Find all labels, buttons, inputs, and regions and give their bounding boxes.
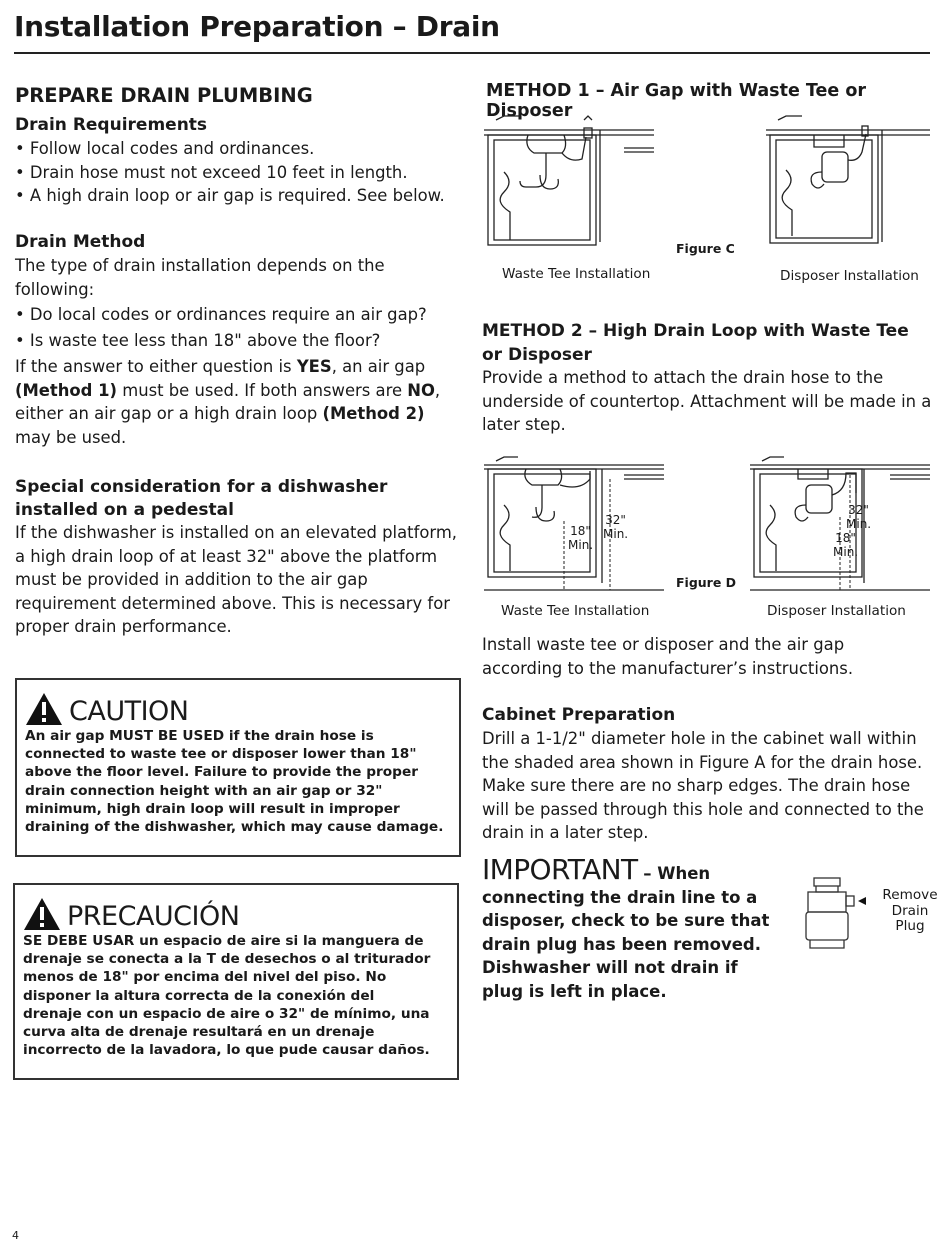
important-title: IMPORTANT (482, 853, 638, 886)
disposer-plug-icon (800, 876, 870, 956)
method-answer: If the answer to either question is YES, an air gap (Method 1) must be used. If both answers are NO, either an air gap or a high drain loop (Method 2) may be used. (15, 357, 441, 447)
warning-icon (25, 692, 63, 726)
method-heading: Drain Method (15, 232, 146, 252)
cabinet-text: Drill a 1-1/2" diameter hole in the cabinet wall within the shaded area shown in Figure A for the drain hose. Make sure there are no sharp edges. The drain hose will be passed through this hole and connected to the drain in a later step. (482, 729, 924, 842)
prepare-heading: PREPARE DRAIN PLUMBING (15, 84, 313, 107)
title-divider (14, 52, 930, 54)
figure-c-label: Figure C (676, 241, 735, 256)
dim-32-right: 32" Min. (846, 503, 872, 531)
warning-icon (23, 897, 61, 931)
list-item: • Do local codes or ordinances require an air gap? (15, 302, 465, 328)
disposer-diagram (766, 112, 930, 252)
precaucion-title: PRECAUCIÓN (67, 901, 240, 932)
list-item: • A high drain loop or air gap is required. See below. (15, 184, 465, 208)
method1-heading: METHOD 1 – Air Gap with Waste Tee or Disposer (486, 81, 867, 121)
requirements-list (15, 137, 465, 208)
important-text: – When connecting the drain line to a disposer, check to be sure that drain plug has been removed. Dishwasher will not drain if plug is left in place. (482, 864, 770, 1001)
list-item: • Is waste tee less than 18" above the floor? (15, 328, 465, 354)
fig-d-left-caption: Waste Tee Installation (501, 603, 650, 619)
method-questions (15, 302, 465, 354)
caution-title: CAUTION (69, 696, 189, 727)
fig-c-right-caption: Disposer Installation (780, 268, 919, 284)
remove-drain-plug-label: Remove Drain Plug (882, 887, 938, 934)
special-text: If the dishwasher is installed on an elevated platform, a high drain loop of at least 32" above the platform must be provided in addition to the air gap requirement determined above. This is necessary for proper drain performance. (15, 523, 457, 636)
list-item: • Follow local codes and ordinances. (15, 137, 465, 161)
page-title: Installation Preparation – Drain (14, 10, 500, 43)
dim-32-left: 32" Min. (603, 513, 629, 541)
page-number: 4 (12, 1229, 19, 1242)
precaucion-text: SE DEBE USAR un espacio de aire si la manguera de drenaje se conecta a la T de desechos o al triturador menos de 18" por encima del nivel del piso. No disponer la altura correcta de la conexión del drenaje con un espacio de aire o 32" de mínimo, una curva alta de drenaje resultará en un drenaje incorrecto de la lavadora, lo que pude causar daños. (23, 933, 431, 1059)
important-note (482, 853, 772, 1003)
list-item: • Drain hose must not exceed 10 feet in length. (15, 161, 465, 185)
caution-text: An air gap MUST BE USED if the drain hose is connected to waste tee or disposer lower than 18" above the floor level. Failure to provide the proper drain connection height with an air gap or 32" minimum, high drain loop will result in improper draining of the dishwasher, which may cause damage. (25, 728, 444, 836)
figure-d-label: Figure D (676, 575, 737, 590)
high-loop-disposer-diagram (750, 455, 930, 595)
fig-d-right-caption: Disposer Installation (767, 603, 906, 619)
method-intro: The type of drain installation depends on the following: (15, 256, 385, 299)
fig-c-left-caption: Waste Tee Installation (502, 266, 651, 282)
special-heading: Special consideration for a dishwasher installed on a pedestal (15, 477, 388, 520)
requirements-heading: Drain Requirements (15, 115, 208, 135)
install-text: Install waste tee or disposer and the air gap according to the manufacturer’s instructions. (482, 635, 854, 678)
method2-heading: METHOD 2 – High Drain Loop with Waste Tee or Disposer (482, 321, 909, 365)
dim-18-right: 18" Min. (833, 531, 859, 559)
waste-tee-diagram (484, 112, 654, 252)
method2-text: Provide a method to attach the drain hose to the underside of countertop. Attachment will be made in a later step. (482, 368, 932, 434)
caution-box (15, 678, 461, 857)
dim-18-left: 18" Min. (568, 524, 594, 552)
precaucion-box (13, 883, 459, 1080)
cabinet-heading: Cabinet Preparation (482, 705, 676, 725)
